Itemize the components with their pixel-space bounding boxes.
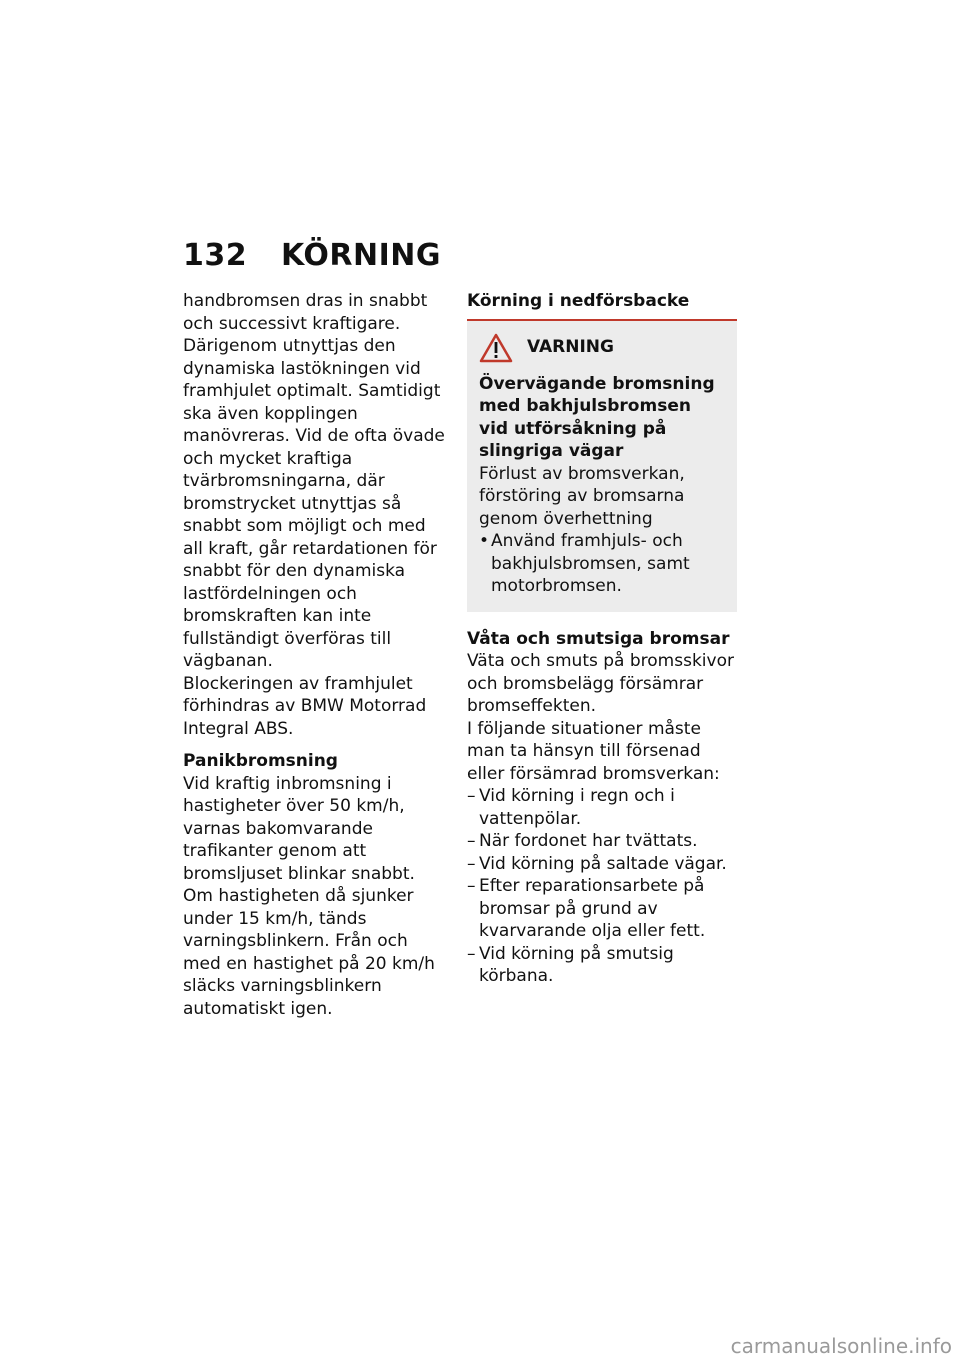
wet-paragraph-2: I följande situationer måste man ta hänsyn till försenad eller försämrad bromsverkan:: [467, 718, 720, 784]
bullet-text: Använd framhjuls- och bakhjulsbromsen, samt motorbromsen.: [491, 531, 690, 596]
right-column: [467, 290, 739, 988]
bullet-mark: •: [479, 531, 490, 551]
panic-braking-heading: Panikbromsning: [183, 751, 338, 771]
situation-item: – Vid körning på saltade vägar.: [467, 853, 727, 874]
page-number: 132: [183, 238, 248, 273]
situation-item: – Efter reparationsarbete på bromsar på grund av kvarvarande olja eller fett.: [467, 876, 706, 941]
warning-box: [467, 321, 737, 612]
left-column: [183, 290, 445, 1020]
wet-paragraph-1: Väta och smuts på bromsskivor och bromsbelägg försämrar bromseffekten.: [467, 651, 734, 716]
downhill-heading: Körning i nedförsbacke: [467, 291, 690, 311]
warning-title: Övervägande bromsning med bakhjulsbromsen vid utförsåkning på slingriga vägar: [479, 373, 715, 461]
abs-paragraph: Blockeringen av framhjulet förhindras av BMW Motorrad Integral ABS.: [183, 673, 427, 739]
warning-triangle-icon: [479, 333, 513, 363]
situation-item: – Vid körning i regn och i vattenpölar.: [467, 786, 675, 829]
situation-item: – När fordonet har tvättats.: [467, 831, 698, 851]
warning-bullet: [479, 530, 725, 598]
panic-paragraph-2: Om hastigheten då sjunker under 15 km/h, tänds varningsblinkern. Från och med en hastighet på 20 km/h släcks varningsblinkern automatiskt igen.: [183, 886, 435, 1019]
warning-text: Förlust av bromsverkan, förstöring av bromsarna genom överhettning: [479, 463, 685, 529]
chapter-title: KÖRNING: [281, 238, 442, 273]
warning-content: [467, 365, 737, 598]
situation-item: – Vid körning på smutsig körbana.: [467, 943, 674, 986]
wet-brakes-heading: Våta och smutsiga bromsar: [467, 628, 730, 649]
intro-paragraph: handbromsen dras in snabbt och successivt kraftigare. Därigenom utnyttjas den dynamiska lastökningen vid framhjulet optimalt. Samtidigt ska även kopplingen manövreras. Vid de ofta övade och mycket kraftiga tvärbromsningarna, där bromstrycket utnyttjas så snabbt som möjligt och med all kraft, går retardationen för snabbt för den dynamiska lastfördelningen och bromskraften kan inte fullständigt överföras till vägbanan.: [183, 291, 445, 671]
warning-header: [467, 331, 737, 365]
panic-paragraph-1: Vid kraftig inbromsning i hastigheter över 50 km/h, varnas bakomvarande trafikanter genom att bromsljuset blinkar snabbt.: [183, 773, 415, 884]
warning-label: VARNING: [527, 337, 614, 358]
watermark-footer: carmanualsonline.info: [730, 1334, 952, 1358]
page-header: [183, 238, 441, 273]
